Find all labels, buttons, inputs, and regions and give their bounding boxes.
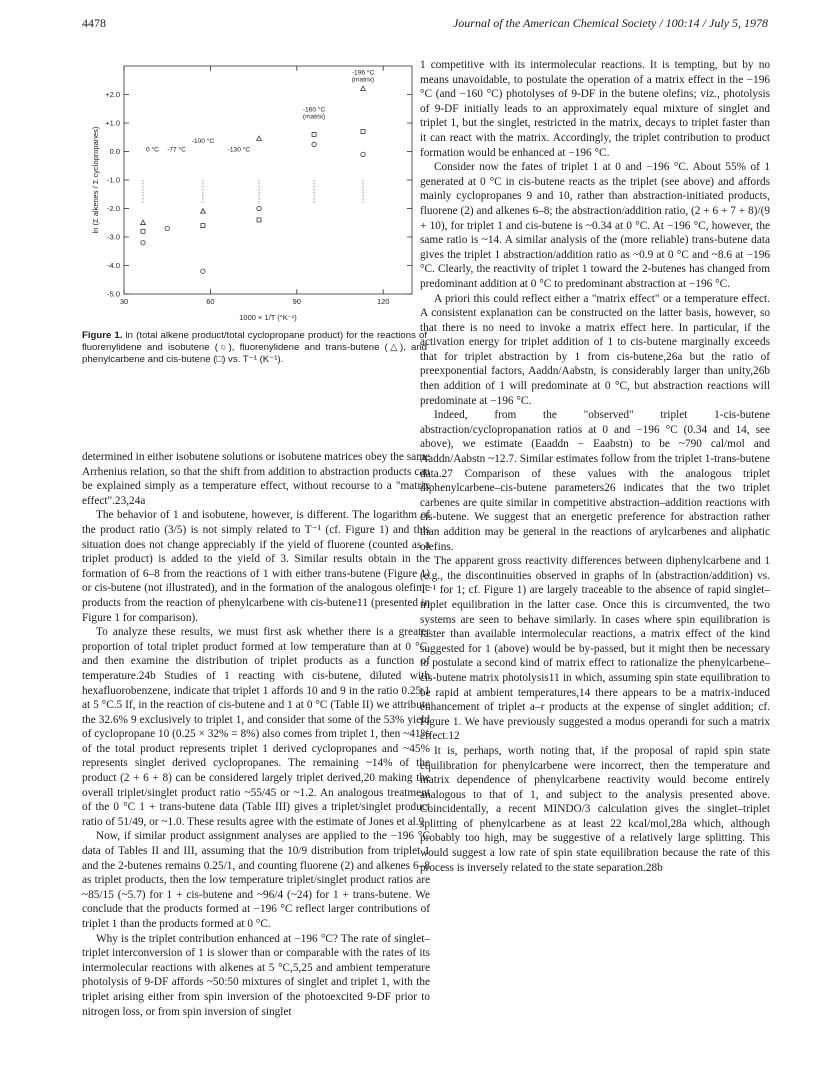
figure-caption-label: Figure 1. xyxy=(82,330,123,341)
right-paragraph-2: Consider now the fates of triplet 1 at 0 and −196 °C. About 55% of 1 generated at 0 °C in cis-butene reacts as the triplet (see above) and affords mainly cyclopropanes 9 and 10, rather than abstraction-initiated products, fluorene (2) and alkenes 6–8; the abstraction/addition ratio, (2 + 6 + 7 + 8)/(9 + 10), for triplet 1 and cis-butene is ~0.34 at 0 °C. At −196 °C, however, the same ratio is ~14. A similar analysis of the (more reliable) trans-butene data gives the triplet 1 abstraction/addition ratio as ~0.9 at 0 °C and ~8.6 at −196 °C. Clearly, the reactivity of triplet 1 toward the 2-butenes has changed from predominant addition at 0 °C to predominant abstraction at −196 °C. xyxy=(420,161,770,290)
temperature-label: 0 °C xyxy=(146,146,159,154)
left-paragraph-3: To analyze these results, we must first ask whether there is a greater proportion of total triplet product formed at low temperature than at 0 °C, and then examine the distribution of triplet products as a function of temperature.24b Studies of 1 reacting with cis-butene, diluted with hexafluorobenzene, indicate that triplet 1 affords 10 and 9 in the ratio 0.25:1 at 5 °C.5 If, in the reaction of cis-butene and 1 at 0 °C (Table II) we attribute the 32.6% 9 exclusively to triplet 1, and consider that some of the 53% yield of cyclopropane 10 (0.25 × 32% = 8%) also comes from triplet 1, then ~41% of the total product represents triplet 1 derived cyclopropanes and ~45% represents singlet derived cyclopropanes. The remaining ~14% of the product (2 + 6 + 8) can be considered largely triplet derived,20 making the overall triplet/singlet product ratio ~55/45 or ~1.2. An analogous treatment of the 0 °C 1 + trans-butene data (Table III) gives a triplet/singlet product ratio of 51/49, or ~1.0. These results agree with the estimate of Jones et al.9 xyxy=(82,626,430,828)
x-tick-label: 30 xyxy=(119,297,129,306)
y-tick-label: -2.0 xyxy=(107,204,120,213)
figure-caption xyxy=(82,330,427,366)
left-paragraph-2: The behavior of 1 and isobutene, however, is different. The logarithm of the product ratio (3/5) is not simply related to T⁻¹ (cf. Figure 1) and this situation does not change appreciably if the yield of fluorene (counted as a triplet product) is added to the yield of 3. Similar results obtain in the formation of 6–8 from the reactions of 1 with either trans-butene (Figure 1) or cis-butene (not illustrated), and in the formation of the analogous olefinic products from the reaction of phenylcarbene with cis-butene11 (presented in Figure 1 for comparison). xyxy=(82,509,430,624)
figure-1-plot xyxy=(82,58,422,328)
data-point-square xyxy=(312,132,316,136)
temperature-label: -100 °C xyxy=(191,137,215,145)
y-tick-label: 0.0 xyxy=(109,147,120,156)
data-point-square xyxy=(201,224,205,228)
page-number: 4478 xyxy=(82,16,106,30)
temperature-label-note: (matrix) xyxy=(351,76,375,84)
right-paragraph-6: It is, perhaps, worth noting that, if the proposal of rapid spin state equilibration for phenylcarbene were incorrect, then the temperature and matrix dependence of phenylcarbene reactivity would become entirely analogous to that of 1, and subject to the analysis presented above. Coincidentally, a recent MINDO/3 calculation gives the singlet–triplet splitting of phenylcarbene as at least 22 kcal/mol,28a which, although probably too high, may be suggestive of a relatively large splitting. This would suggest a low rate of spin state equilibration because the rate of this process is inversely related to the state separation.28b xyxy=(420,744,770,874)
figure-caption-text: ln (total alkene product/total cyclopropane product) for the reactions of fluorenylidene and isobutene (○), fluorenylidene and trans-butene (△), and phenylcarbene and cis-butene (□) vs. T⁻¹ (K⁻¹). xyxy=(82,330,428,365)
temperature-label-note: (matrix) xyxy=(302,113,326,121)
y-tick-label: -5.0 xyxy=(107,289,120,299)
data-point-triangle xyxy=(141,220,146,224)
temperature-label: -130 °C xyxy=(227,146,251,154)
data-point-triangle xyxy=(361,86,366,90)
x-axis-label: 1000 × 1/T (°K⁻¹) xyxy=(239,313,297,322)
left-paragraph-1: determined in either isobutene solutions or isobutene matrices obey the same Arrhenius relation, so that the shift from addition to abstraction products can be explained simply as a temperature effect, without recourse to a "matrix effect".23,24a xyxy=(82,451,430,507)
data-point-triangle xyxy=(201,209,206,213)
y-tick-label: +2.0 xyxy=(105,90,120,99)
data-point-circle xyxy=(361,152,365,156)
y-tick-label: -1.0 xyxy=(107,175,120,185)
temperature-label: -160 °C xyxy=(302,106,326,114)
data-point-circle xyxy=(141,241,145,245)
data-point-square xyxy=(361,130,365,134)
y-axis-label: ln (Σ alkenes / Σ cyclopropanes) xyxy=(91,126,100,234)
right-paragraph-1: 1 competitive with its intermolecular reactions. It is tempting, but by no means unavoidable, to postulate the operation of a matrix effect in the −196 °C (and −160 °C) photolyses of 9-DF in the butene olefins; viz., photolysis of 9-DF initially leads to an approximately equal mixture of singlet and triplet 1, but the singlet, restricted in the matrix, decays to triplet faster than it can react with the matrix. Accordingly, the triplet contribution to product formation would be enhanced at −196 °C. xyxy=(420,59,770,159)
right-paragraph-3: A priori this could reflect either a "matrix effect" or a temperature effect. A consistent explanation can be constructed on the latter basis, however, so that there is no need to invoke a matrix effect here. In particular, if the activation energy for triplet addition of 1 to cis-butene marginally exceeds that for triplet abstraction by 1 from cis-butene,26a but the ratio of preexponential factors, Aaddn/Aabstn, is considerably larger than unity,26b then addition of 1 will predominate at 0 °C, but abstraction reactions will predominate at −196 °C. xyxy=(420,292,770,407)
data-point-triangle xyxy=(257,136,262,140)
x-tick-label: 90 xyxy=(292,297,301,306)
left-paragraph-4: Now, if similar product assignment analyses are applied to the −196 °C data of Tables II and III, assuming that the 10/9 distribution from triplet 1 and the 2-butenes remains 0.25/1, and counting fluorene (2) and alkenes 6–8 as triplet products, then the low temperature triplet/singlet product ratios are ~85/15 (~5.7) for 1 + cis-butene and ~96/4 (~24) for 1 + trans-butene. We conclude that the products formed at −196 °C reflect larger contributions of triplet 1 than the products formed at 0 °C. xyxy=(82,830,430,930)
data-point-circle xyxy=(201,269,205,273)
data-point-square xyxy=(141,229,145,233)
data-point-square xyxy=(257,218,261,222)
temperature-label: -196 °C xyxy=(351,69,375,77)
plot-frame xyxy=(124,66,412,294)
figure-1 xyxy=(82,58,422,328)
left-paragraph-5: Why is the triplet contribution enhanced at −196 °C? The rate of singlet–triplet interconversion of 1 is slower than or comparable with the rates of its intermolecular reactions with alkenes at 5 °C,5,25 and ambient temperature photolysis of 9-DF affords ~50:50 mixtures of singlet and triplet 1, with the triplet arising either from spin inversion of the photoexcited 9-DF prior to nitrogen loss, or from spin inversion of singlet xyxy=(82,932,430,1018)
right-paragraph-4: Indeed, from the "observed" triplet 1-cis-butene abstraction/cyclopropanation ratios at 0 and −196 °C (0.34 and 14, see above), we estimate (Eaaddn − Eaabstn) to be ~790 cal/mol and Aaddn/Aabstn ~12.7. Similar estimates follow from the triplet 1-trans-butene data.27 Comparison of these values with the analogous triplet diphenylcarbene–cis-butene parameters26 indicates that the two triplet carbenes are quite similar in competitive abstraction–addition reactions with cis-butene. We suggest that an energetic preference for abstraction rather than addition may be general in the reactions of arylcarbenes and aliphatic olefins. xyxy=(420,409,770,553)
running-head: Journal of the American Chemical Society / 100:14 / July 5, 1978 xyxy=(452,16,768,30)
data-point-circle xyxy=(312,142,316,146)
y-tick-label: +1.0 xyxy=(105,118,120,128)
temperature-label: -77 °C xyxy=(167,146,186,154)
y-tick-label: -3.0 xyxy=(107,232,120,242)
y-tick-label: -4.0 xyxy=(107,261,120,270)
right-paragraph-5: The apparent gross reactivity differences between diphenylcarbene and 1 (e.g., the discontinuities observed in graphs of ln (abstraction/addition) vs. T⁻¹ for 1; cf. Figure 1) are largely traceable to the absence of rapid singlet–triplet equilibration in the latter case. Once this is circumvented, the two systems are seen to behave similarly. In cases where spin equilibration is faster than available intermolecular reactions, a matrix effect of the kind suggested for 1 (above) would be by-passed, but it might then be necessary to postulate a second kind of matrix effect to rationalize the phenylcarbene–cis-butene matrix photolysis11 in which, assuming spin state equilibration to be rapid at ambient temperatures,14 there appears to be a matrix-induced enhancement of triplet a–r products at the expense of singlet addition; cf. Figure 1. We have previously suggested a modus operandi for such a matrix effect.12 xyxy=(420,555,770,743)
x-tick-label: 120 xyxy=(376,297,390,306)
right-column xyxy=(420,58,770,875)
data-point-circle xyxy=(165,226,169,230)
data-point-circle xyxy=(257,206,261,210)
x-tick-label: 60 xyxy=(206,297,215,306)
